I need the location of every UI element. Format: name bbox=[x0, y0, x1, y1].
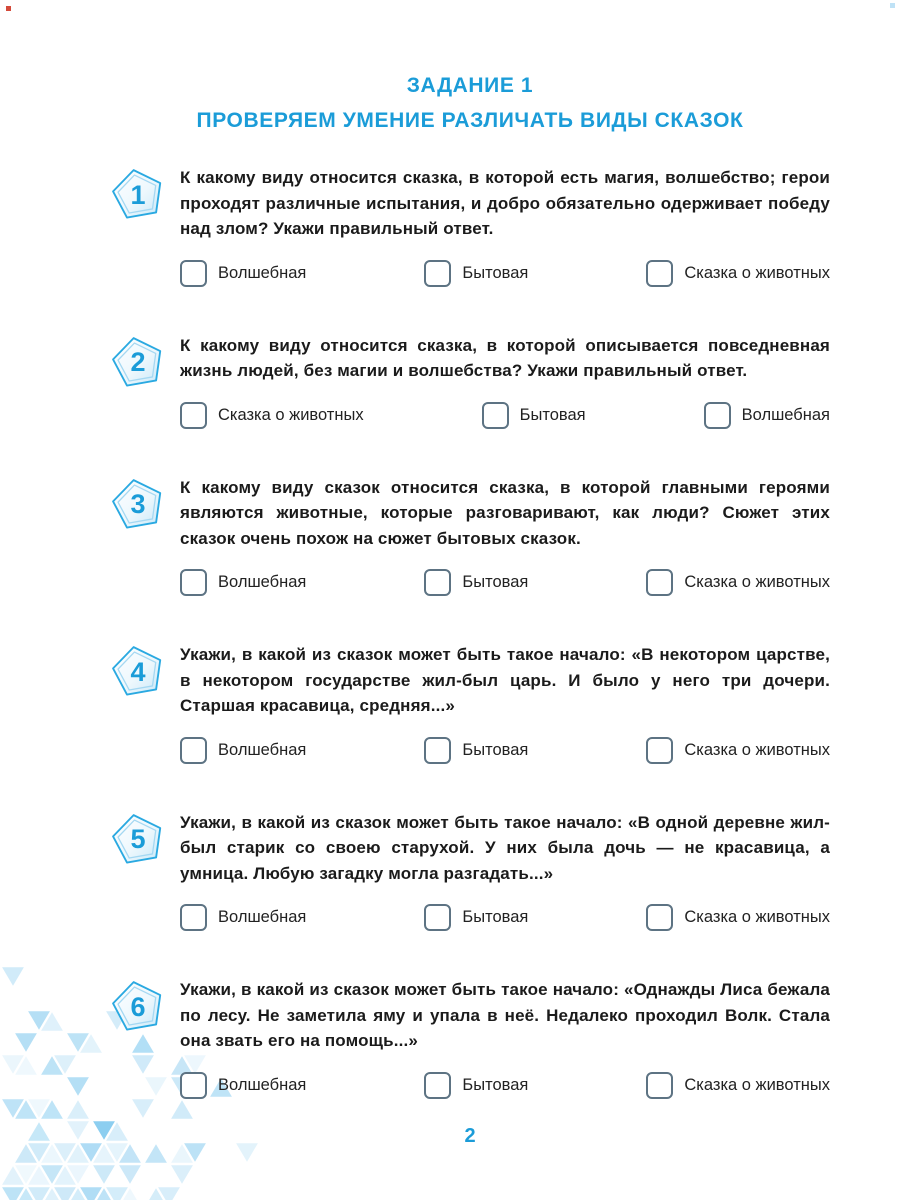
answer-option[interactable] bbox=[424, 737, 528, 764]
question-2 bbox=[110, 333, 830, 429]
question-number-badge bbox=[110, 333, 166, 391]
answer-options bbox=[180, 737, 830, 764]
question-5 bbox=[110, 810, 830, 932]
answer-label: Волшебная bbox=[218, 263, 307, 282]
question-text: Укажи, в какой из сказок может быть такое начало: «В некотором царстве, в некотором государстве жил-был царь. И было у него три дочери. Старшая красавица, средняя...» bbox=[180, 645, 830, 715]
print-mark-top-right bbox=[890, 3, 895, 8]
empty-checkbox-icon[interactable] bbox=[646, 737, 673, 764]
question-number: 5 bbox=[130, 824, 146, 854]
question-number-badge bbox=[110, 642, 166, 700]
answer-option[interactable] bbox=[180, 402, 364, 429]
answer-label: Волшебная bbox=[218, 740, 307, 759]
answer-label: Волшебная bbox=[218, 1075, 307, 1094]
question-3 bbox=[110, 475, 830, 597]
question-number-badge bbox=[110, 977, 166, 1035]
question-number: 2 bbox=[130, 347, 146, 377]
empty-checkbox-icon[interactable] bbox=[482, 402, 509, 429]
empty-checkbox-icon[interactable] bbox=[646, 1072, 673, 1099]
answer-options bbox=[180, 402, 830, 429]
empty-checkbox-icon[interactable] bbox=[646, 569, 673, 596]
empty-checkbox-icon[interactable] bbox=[180, 737, 207, 764]
answer-options bbox=[180, 904, 830, 931]
empty-checkbox-icon[interactable] bbox=[180, 402, 207, 429]
empty-checkbox-icon[interactable] bbox=[424, 737, 451, 764]
page-subtitle: ПРОВЕРЯЕМ УМЕНИЕ РАЗЛИЧАТЬ ВИДЫ СКАЗОК bbox=[196, 109, 744, 132]
answer-options bbox=[180, 260, 830, 287]
answer-option[interactable] bbox=[180, 569, 306, 596]
answer-option[interactable] bbox=[424, 260, 528, 287]
answer-label: Сказка о животных bbox=[684, 263, 830, 282]
empty-checkbox-icon[interactable] bbox=[180, 904, 207, 931]
empty-checkbox-icon[interactable] bbox=[180, 1072, 207, 1099]
answer-label: Сказка о животных bbox=[684, 908, 830, 926]
print-mark-top-left bbox=[6, 6, 11, 11]
answer-option[interactable] bbox=[646, 1072, 830, 1099]
answer-label: Сказка о животных bbox=[684, 573, 830, 591]
empty-checkbox-icon[interactable] bbox=[424, 904, 451, 931]
empty-checkbox-icon[interactable] bbox=[180, 260, 207, 287]
question-number: 6 bbox=[130, 991, 146, 1022]
answer-label: Сказка о животных bbox=[218, 405, 364, 424]
empty-checkbox-icon[interactable] bbox=[424, 1072, 451, 1099]
answer-label: Волшебная bbox=[218, 573, 307, 591]
answer-option[interactable] bbox=[180, 904, 306, 931]
empty-checkbox-icon[interactable] bbox=[424, 260, 451, 287]
answer-options bbox=[180, 569, 830, 596]
answer-option[interactable] bbox=[704, 402, 830, 429]
question-text: Укажи, в какой из сказок может быть такое начало: «В одной деревне жил-был старик со своею старухой. У них была дочь — не красавица, а умница. Любую загадку могла разгадать...» bbox=[180, 812, 830, 883]
question-text: Укажи, в какой из сказок может быть такое начало: «Однажды Лиса бежала по лесу. Не заметила яму и упала в неё. Недалеко проходил Волк. Стала она звать его на помощь...» bbox=[180, 980, 830, 1050]
question-number-badge bbox=[110, 810, 166, 868]
answer-option[interactable] bbox=[180, 737, 306, 764]
empty-checkbox-icon[interactable] bbox=[704, 402, 731, 429]
answer-option[interactable] bbox=[646, 569, 830, 596]
answer-option[interactable] bbox=[424, 569, 528, 596]
answer-label: Бытовая bbox=[462, 573, 529, 591]
empty-checkbox-icon[interactable] bbox=[646, 260, 673, 287]
page-title: ЗАДАНИЕ 1 bbox=[406, 74, 534, 97]
answer-option[interactable] bbox=[424, 1072, 528, 1099]
question-text: К какому виду относится сказка, в которой есть магия, волшебство; герои проходят различные испытания, и добро обязательно одерживает победу над злом? Укажи правильный ответ. bbox=[180, 168, 830, 238]
answer-label: Сказка о животных bbox=[684, 740, 830, 759]
answer-label: Бытовая bbox=[519, 405, 586, 424]
answer-label: Волшебная bbox=[741, 405, 830, 424]
answer-option[interactable] bbox=[646, 904, 830, 931]
question-4 bbox=[110, 642, 830, 764]
answer-label: Бытовая bbox=[462, 1075, 529, 1094]
question-text: К какому виду сказок относится сказка, в которой главными героями являются животные, которые разговаривают, как люди? Сюжет этих сказок очень похож на сюжет бытовых сказок. bbox=[180, 477, 830, 548]
answer-option[interactable] bbox=[424, 904, 528, 931]
question-number: 3 bbox=[130, 489, 146, 519]
answer-option[interactable] bbox=[646, 260, 830, 287]
question-number-badge bbox=[110, 165, 166, 223]
answer-option[interactable] bbox=[180, 260, 306, 287]
answer-label: Волшебная bbox=[218, 908, 307, 926]
empty-checkbox-icon[interactable] bbox=[424, 569, 451, 596]
answer-option[interactable] bbox=[180, 1072, 306, 1099]
empty-checkbox-icon[interactable] bbox=[180, 569, 207, 596]
question-1 bbox=[110, 165, 830, 287]
question-text: К какому виду относится сказка, в которой описывается повседневная жизнь людей, без магии и волшебства? Укажи правильный ответ. bbox=[180, 335, 830, 380]
page-number: 2 bbox=[464, 1125, 476, 1147]
answer-label: Бытовая bbox=[462, 908, 529, 926]
answer-option[interactable] bbox=[482, 402, 586, 429]
question-6 bbox=[110, 977, 830, 1099]
question-number: 4 bbox=[130, 656, 146, 687]
question-number: 1 bbox=[130, 179, 146, 210]
answer-label: Сказка о животных bbox=[684, 1075, 830, 1094]
answer-option[interactable] bbox=[646, 737, 830, 764]
empty-checkbox-icon[interactable] bbox=[646, 904, 673, 931]
answer-label: Бытовая bbox=[462, 740, 529, 759]
question-number-badge bbox=[110, 475, 166, 533]
answer-options bbox=[180, 1072, 830, 1099]
answer-label: Бытовая bbox=[462, 263, 529, 282]
